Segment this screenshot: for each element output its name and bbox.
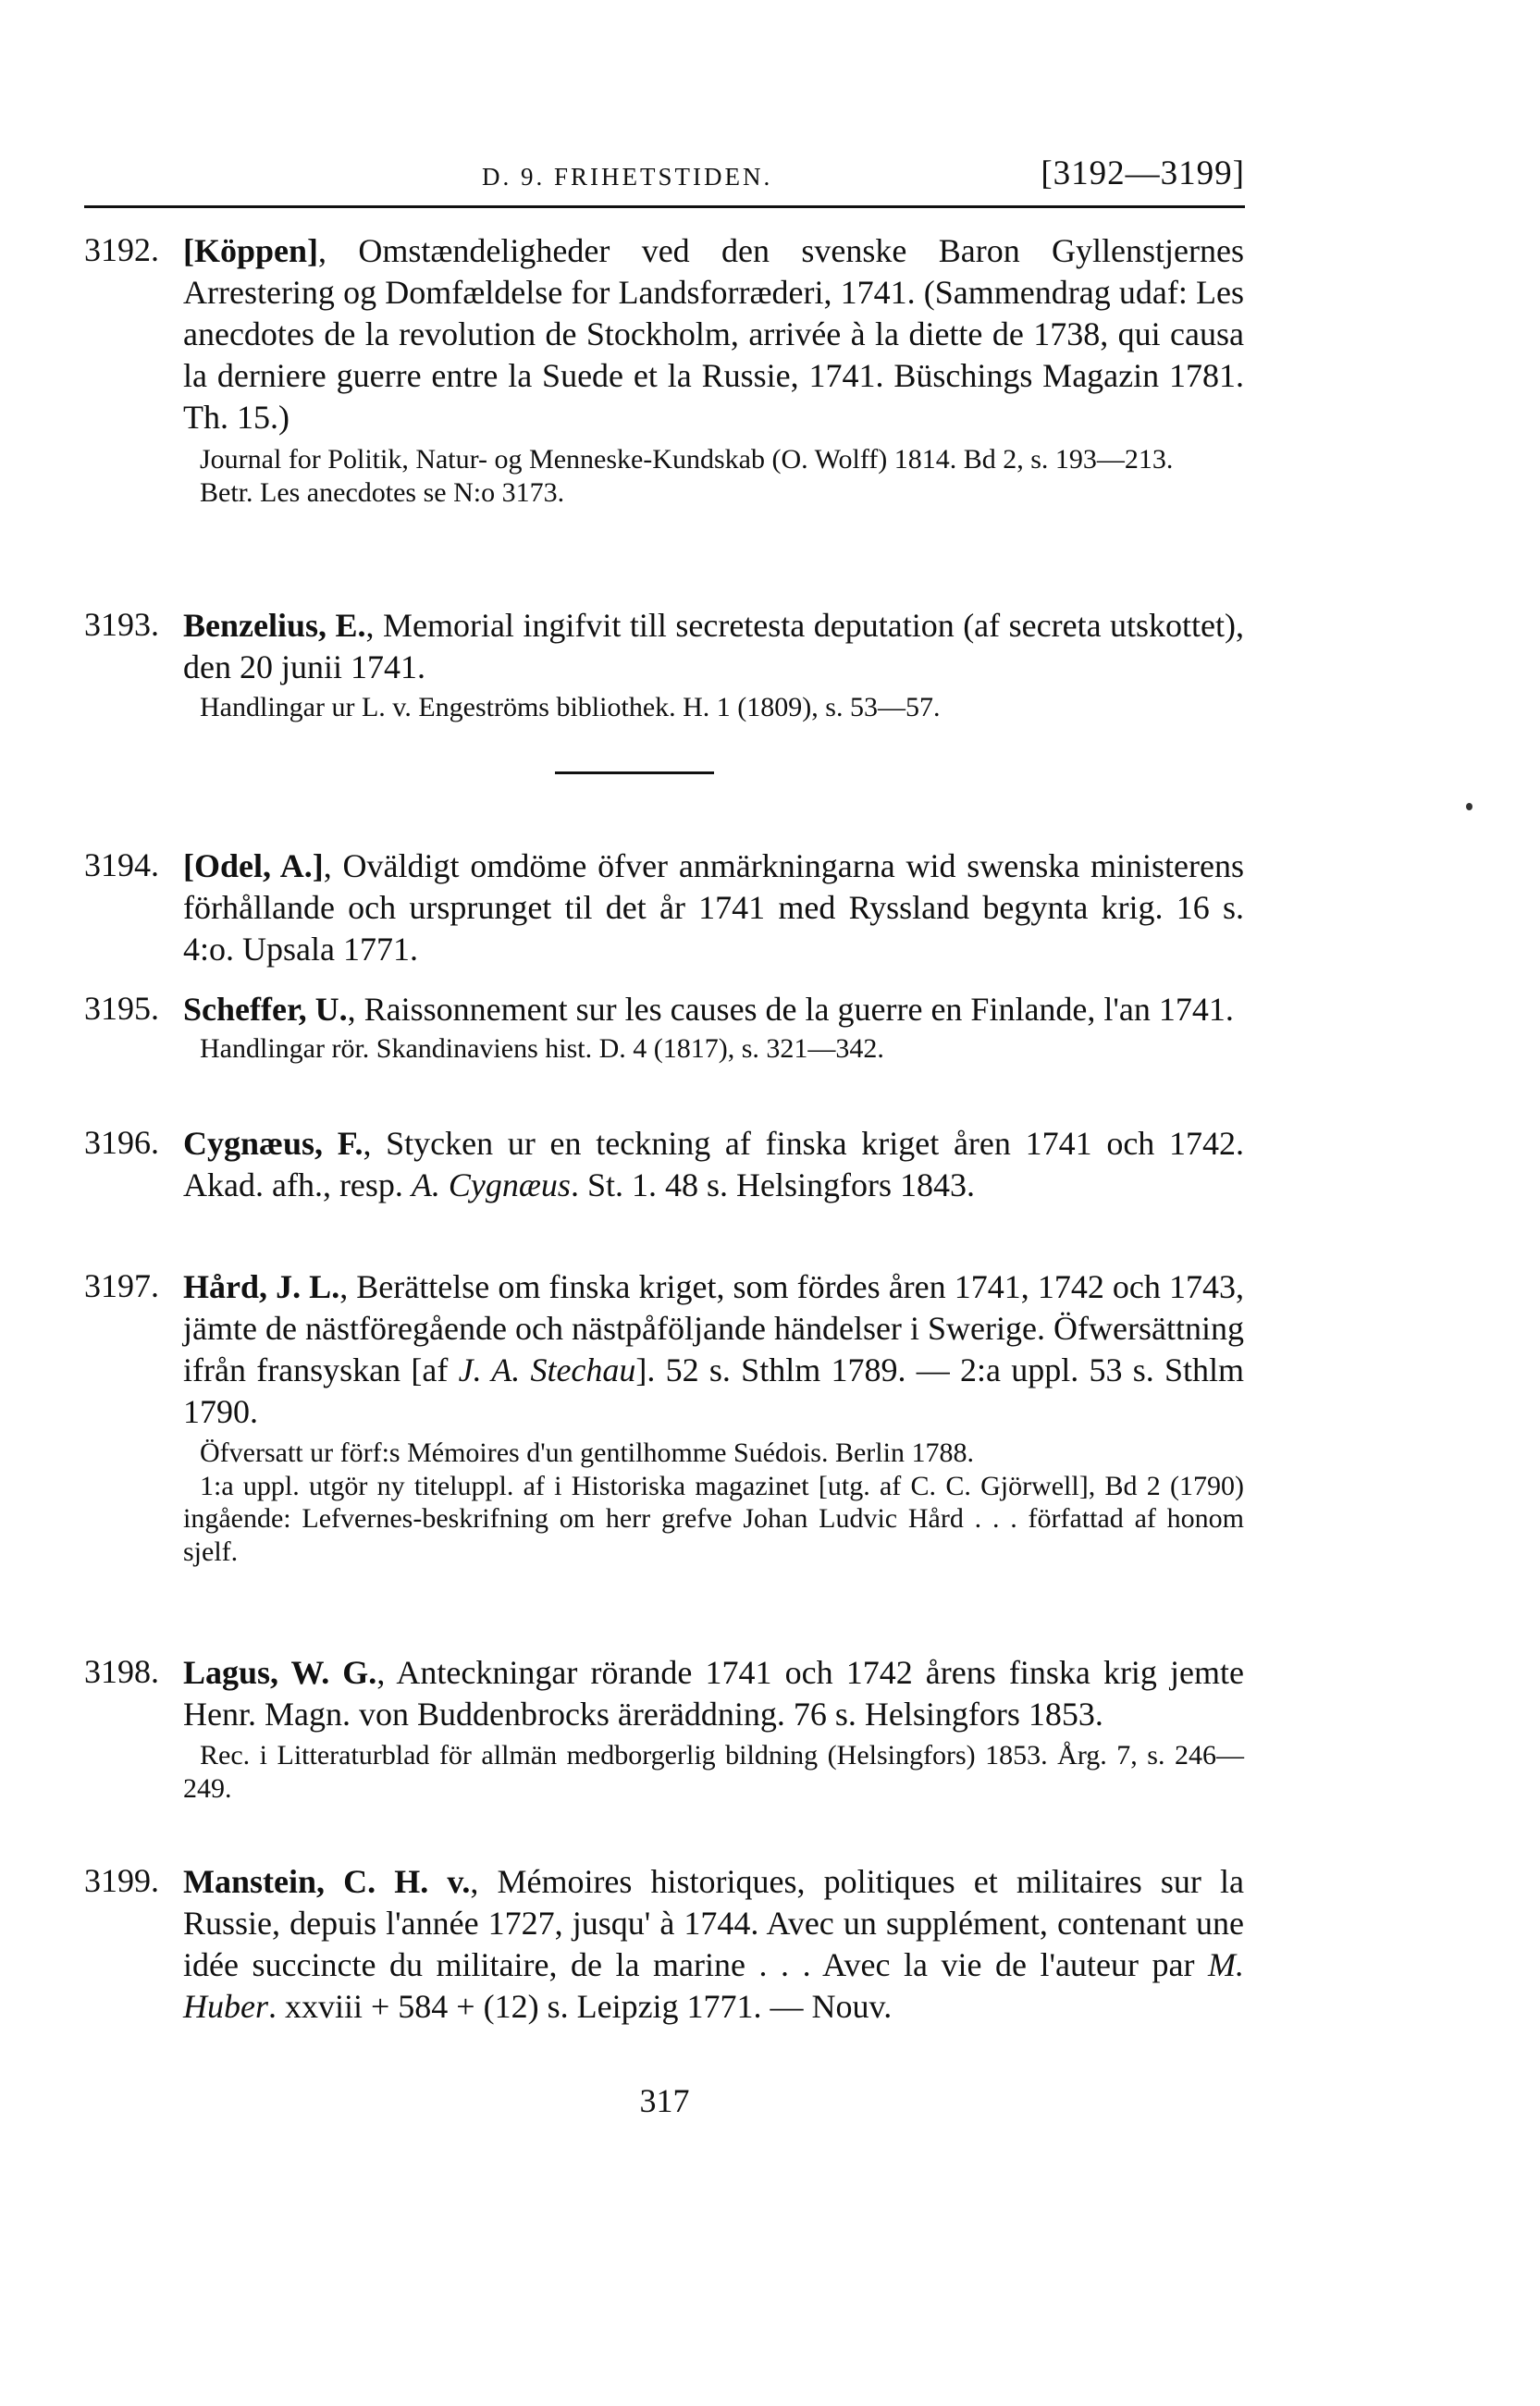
entry-author: Benzelius, E.: [183, 607, 366, 644]
entry-description: , Omstændeligheder ved den svenske Baron Gyllenstjernes Arrestering og Domfældelse for Landsforræderi, 1741. (Sammendrag udaf: Les anecdotes de la revolution de Stockholm, arrivée à la diette de 1738, qui causa la derniere guerre entre la Suede et la Russie, 1741. Büschings Magazin 1781. Th. 15.): [183, 232, 1244, 436]
entry-number: 3198.: [84, 1653, 159, 1690]
entry-description: , Memorial ingifvit till secretesta deputation (af secreta utskottet), den 20 junii 1741.: [183, 607, 1245, 685]
entry-text: [183, 1652, 1244, 1735]
entry-3198: [84, 1652, 1244, 1805]
entry-description: , Raissonnement sur les causes de la guerre en Finlande, l'an 1741.: [347, 991, 1234, 1028]
entry-note: Journal for Politik, Natur- og Menneske-Kundskab (O. Wolff) 1814. Bd 2, s. 193—213.: [200, 444, 1174, 475]
entry-text: [183, 989, 1244, 1030]
entry-number: 3192.: [84, 231, 159, 268]
entry-description-italic: J. A. Stechau: [458, 1351, 636, 1388]
entry-text: [183, 230, 1244, 438]
header-rule: [84, 205, 1245, 208]
entry-note: Handlingar ur L. v. Engeströms bibliothek. H. 1 (1809), s. 53—57.: [200, 692, 941, 722]
page-number: 317: [639, 2082, 690, 2119]
entry-author: Manstein, C. H. v.: [183, 1863, 471, 1900]
entry-note: Handlingar rör. Skandinaviens hist. D. 4 (1817), s. 321—342.: [200, 1033, 884, 1064]
section-divider: [555, 771, 714, 774]
entry-note: Rec. i Litteraturblad för allmän medborgerlig bildning (Helsingfors) 1853. Årg. 7, s. 246—249.: [183, 1740, 1244, 1804]
entry-3197: [84, 1266, 1244, 1568]
entry-author: Lagus, W. G.: [183, 1654, 377, 1691]
entry-description: ]. 52 s. Sthlm 1789. — 2:a uppl. 53 s. Sthlm 1790.: [183, 1351, 1244, 1430]
entry-number: 3197.: [84, 1267, 159, 1304]
running-head-entry-range: [3192—3199]: [1041, 154, 1245, 192]
entry-description-italic: A. Cygnæus: [411, 1166, 571, 1203]
entry-3194: [84, 845, 1244, 970]
entry-author: Scheffer, U.: [183, 991, 348, 1028]
print-speck: [1466, 803, 1472, 810]
entry-3195: [84, 989, 1244, 1066]
running-head-section: D. 9. FRIHETSTIDEN.: [482, 163, 773, 191]
entry-note: Öfversatt ur förf:s Mémoires d'un gentilhomme Suédois. Berlin 1788.: [200, 1437, 974, 1468]
entry-number: 3193.: [84, 606, 159, 643]
entry-3193: [84, 605, 1244, 724]
entry-text: [183, 1266, 1244, 1433]
entry-number: 3196.: [84, 1124, 159, 1161]
entry-description: , Mémoires historiques, politiques et militaires sur la Russie, depuis l'année 1727, jusqu' à 1744. Avec un supplément, contenant une idée succincte du militaire, de la marine . . . Avec la vie de l'auteur par: [183, 1863, 1244, 1983]
entry-description: , Oväldigt omdöme öfver anmärkningarna wid swenska ministerens förhållande och ursprunget til det år 1741 med Ryssland begynta krig. 16 s. 4:o. Upsala 1771.: [183, 847, 1244, 968]
entry-text: [183, 605, 1244, 688]
entry-author: [Odel, A.]: [183, 847, 324, 884]
entry-number: 3194.: [84, 846, 159, 883]
entry-author: Hård, J. L.: [183, 1268, 340, 1305]
entry-3192: [84, 230, 1244, 509]
entry-description-italic: M. Huber: [183, 1946, 1244, 2025]
entry-description: , Anteckningar rörande 1741 och 1742 årens finska krig jemte Henr. Magn. von Buddenbrocks äreräddning. 76 s. Helsingfors 1853.: [183, 1654, 1244, 1733]
entry-description: , Stycken ur en teckning af finska kriget åren 1741 och 1742. Akad. afh., resp.: [183, 1125, 1245, 1203]
entry-text: [183, 1861, 1244, 2028]
entry-note: 1:a uppl. utgör ny titeluppl. af i Historiska magazinet [utg. af C. C. Gjörwell], Bd 2 (1790) ingående: Lefvernes-beskrifning om herr grefve Johan Ludvic Hård . . . författad af honom sjelf.: [183, 1470, 1244, 1567]
entry-3196: [84, 1123, 1244, 1206]
entry-description: , Berättelse om finska kriget, som fördes åren 1741, 1742 och 1743, jämte de nästföregående och nästpåföljande händelser i Swerige. Öfwersättning ifrån fransyskan [af: [183, 1268, 1245, 1388]
entry-note: Betr. Les anecdotes se N:o 3173.: [200, 476, 565, 508]
entry-number: 3199.: [84, 1862, 159, 1899]
entry-description: . St. 1. 48 s. Helsingfors 1843.: [570, 1166, 975, 1203]
entry-description: . xxviii + 584 + (12) s. Leipzig 1771. — Nouv.: [268, 1988, 893, 2025]
entry-3199: [84, 1861, 1244, 2028]
running-head: [84, 154, 1245, 209]
entry-number: 3195.: [84, 990, 159, 1027]
entry-author: [Köppen]: [183, 232, 319, 269]
entry-text: [183, 845, 1244, 970]
entry-text: [183, 1123, 1244, 1206]
entry-author: Cygnæus, F.: [183, 1125, 363, 1162]
